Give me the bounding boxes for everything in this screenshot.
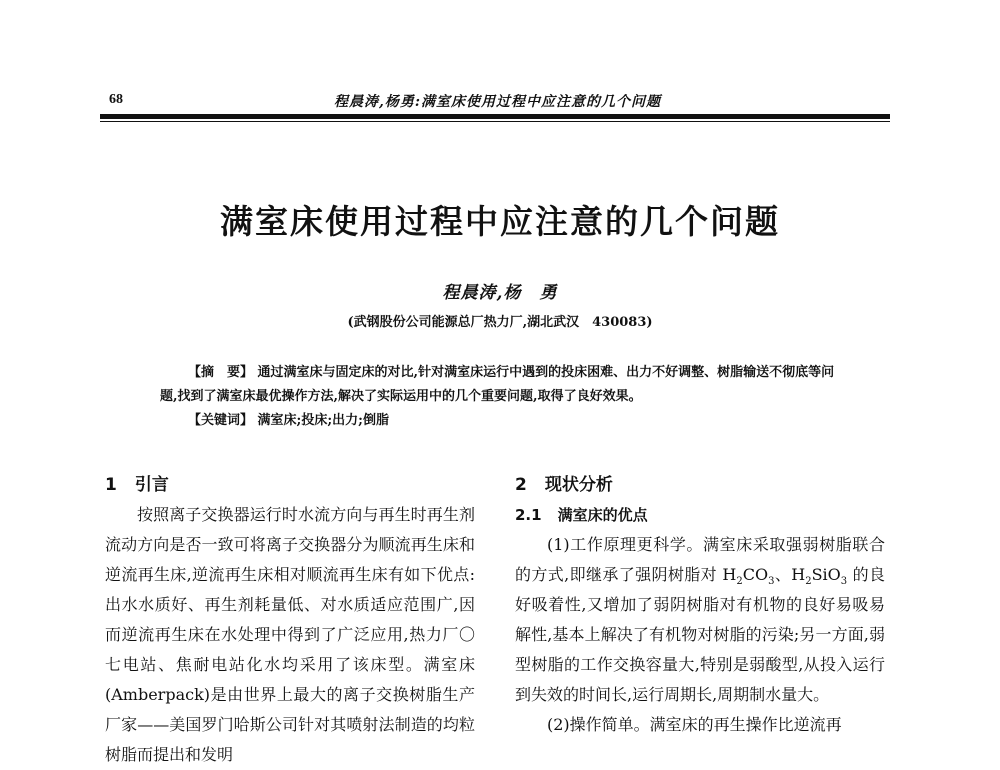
running-title: 程晨涛,杨勇:满室床使用过程中应注意的几个问题	[333, 94, 662, 110]
section-1-number: 1	[105, 475, 117, 495]
subsection-2-1-number: 2.1	[515, 506, 542, 524]
left-column	[105, 470, 475, 770]
subsection-2-1-heading	[515, 500, 885, 530]
abstract-block	[160, 361, 850, 433]
section-2-title: 现状分析	[544, 475, 613, 495]
page-number: 68	[109, 92, 123, 107]
right-column	[515, 470, 885, 740]
section-1-title: 引言	[134, 475, 169, 495]
abstract-label: 【摘 要】	[188, 365, 254, 380]
affiliation: (武钢股份公司能源总厂热力厂,湖北武汉 430083)	[347, 315, 653, 330]
section-2-1-paragraph-2: (2)操作简单。满室床的再生操作比逆流再	[547, 715, 842, 734]
abstract-text: 通过满室床与固定床的对比,针对满室床运行中遇到的投床困难、出力不好调整、树脂输送不彻底等问题,找到了满室床最优操作方法,解决了实际运用中的几个重要问题,取得了良好效果。	[160, 365, 835, 404]
section-1-heading	[105, 470, 475, 500]
keywords-line	[160, 409, 850, 433]
authors: 程晨涛,杨 勇	[442, 283, 558, 303]
header-rule-thick	[100, 114, 890, 119]
subsection-2-1-title: 满室床的优点	[557, 506, 648, 524]
section-2-1-paragraph-1: (1)工作原理更科学。满室床采取强弱树脂联合的方式,即继承了强阴树脂对 $H_2CO_3$、$H_2SiO_3$ 的良好吸着性,又增加了弱阴树脂对有机物的良好易吸易解性,基本上解决了有机物对树脂的污染;另一方面,弱型树脂的工作交换容量大,特别是弱酸型,从投入运行到失效的时间长,运行周期长,周期制水量大。	[515, 535, 885, 704]
section-2-number: 2	[515, 475, 527, 495]
section-1-paragraph: 按照离子交换器运行时水流方向与再生时再生剂流动方向是否一致可将离子交换器分为顺流再生床和逆流再生床,逆流再生床相对顺流再生床有如下优点:出水水质好、再生剂耗量低、对水质适应范围广,因而逆流再生床在水处理中得到了广泛应用,热力厂〇七电站、焦耐电站化水均采用了该床型。满室床(Amberpack)是由世界上最大的离子交换树脂生产厂家——美国罗门哈斯公司针对其喷射法制造的均粒树脂而提出和发明	[105, 505, 475, 764]
keywords-text: 满室床;投床;出力;倒脂	[257, 413, 389, 428]
abstract-paragraph	[160, 361, 850, 409]
running-header	[105, 88, 890, 112]
keywords-label: 【关键词】	[188, 413, 254, 428]
article-title: 满室床使用过程中应注意的几个问题	[220, 202, 780, 241]
section-2-heading	[515, 470, 885, 500]
header-rule-thin	[100, 121, 890, 122]
